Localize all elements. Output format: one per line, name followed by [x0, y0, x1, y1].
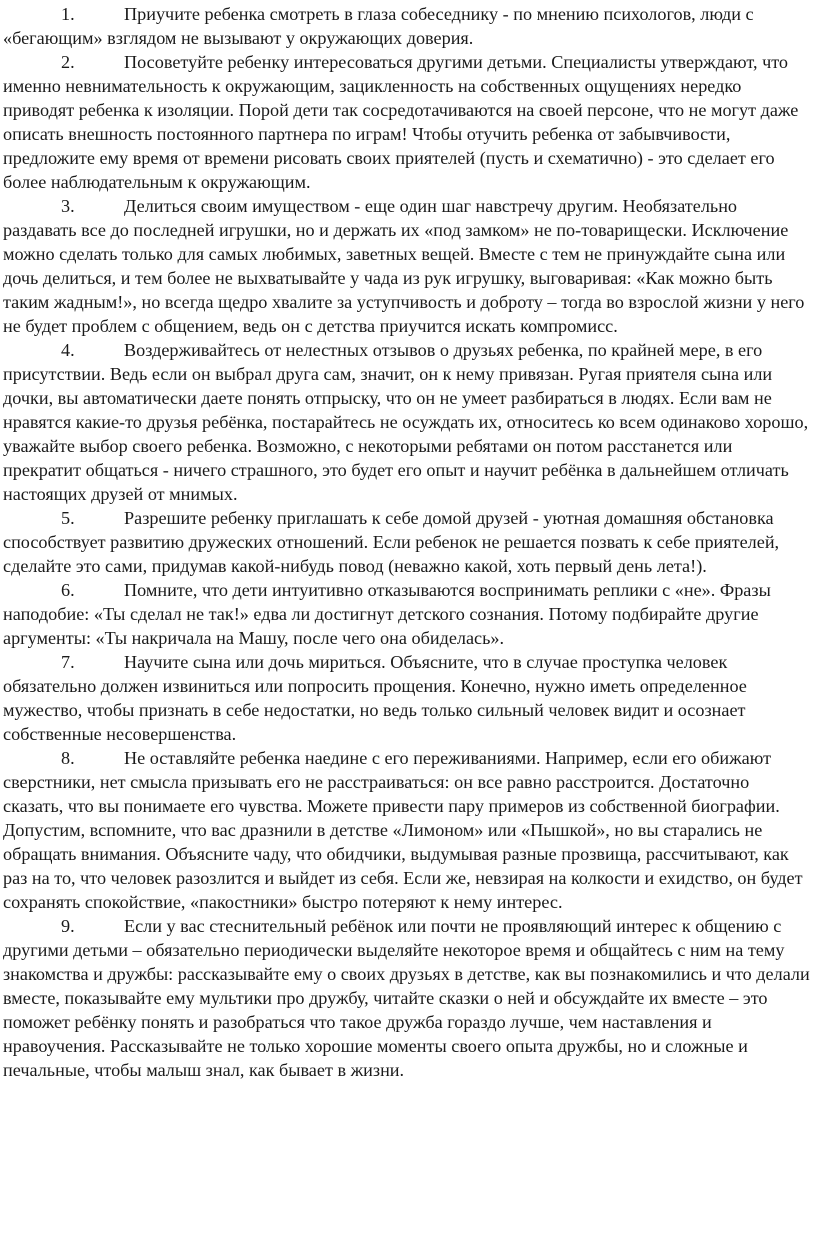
item-number: 4.: [61, 340, 75, 360]
item-text: Воздерживайтесь от нелестных отзывов о друзьях ребенка, по крайней мере, в его присутствии. Ведь если он выбрал друга сам, значит, он к нему привязан. Ругая приятеля сына или дочки, вы автоматически даете понять отпрыску, что он не умеет разбираться в людях. Если вам не нравятся какие-то друзья ребёнка, постарайтесь не осуждать их, относитесь ко всем одинаково хорошо, уважайте выбор своего ребенка. Возможно, с некоторыми ребятами он потом расстанется или прекратит общаться - ничего страшного, это будет его опыт и научит ребёнка в дальнейшем отличать настоящих друзей от мнимых.: [3, 340, 809, 504]
item-text: Не оставляйте ребенка наедине с его переживаниями. Например, если его обижают сверстники, нет смысла призывать его не расстраиваться: он все равно расстроится. Достаточно сказать, что вы понимаете его чувства. Можете привести пару примеров из собственной биографии. Допустим, вспомните, что вас дразнили в детстве «Лимоном» или «Пышкой», но вы старались не обращать внимания. Объясните чаду, что обидчики, выдумывая разные прозвища, рассчитывают, как раз на то, что человек разозлится и выйдет из себя. Если же, невзирая на колкости и ехидство, он будет сохранять спокойствие, «пакостники» быстро потеряют к нему интерес.: [3, 748, 803, 912]
item-text: Помните, что дети интуитивно отказываются воспринимать реплики с «не». Фразы наподобие: «Ты сделал не так!» едва ли достигнут детского сознания. Потому подбирайте другие аргументы: «Ты накричала на Машу, после чего она обиделась».: [3, 580, 771, 648]
item-text: Посоветуйте ребенку интересоваться другими детьми. Специалисты утверждают, что именно невнимательность к окружающим, зацикленность на собственных ощущениях нередко приводят ребенка к изоляции. Порой дети так сосредотачиваются на своей персоне, что не могут даже описать внешность постоянного партнера по играм! Чтобы отучить ребенка от забывчивости, предложите ему время от времени рисовать своих приятелей (пусть и схематично) - это сделает его более наблюдательным к окружающим.: [3, 52, 799, 192]
item-number: 2.: [61, 52, 75, 72]
item-number: 1.: [61, 4, 75, 24]
item-text: Разрешите ребенку приглашать к себе домой друзей - уютная домашняя обстановка способствует развитию дружеских отношений. Если ребенок не решается позвать к себе приятелей, сделайте это сами, придумав какой-нибудь повод (неважно какой, хоть первый день лета!).: [3, 508, 780, 576]
item-number: 9.: [61, 916, 75, 936]
list-item-8: [3, 746, 812, 914]
item-text: Научите сына или дочь мириться. Объясните, что в случае проступка человек обязательно должен извиниться или попросить прощения. Конечно, нужно иметь определенное мужество, чтобы признать в себе недостатки, но ведь только сильный человек видит и осознает собственные несовершенства.: [3, 652, 747, 744]
list-item-7: [3, 650, 812, 746]
item-number: 3.: [61, 196, 75, 216]
item-number: 5.: [61, 508, 75, 528]
item-number: 8.: [61, 748, 75, 768]
list-item-3: [3, 194, 812, 338]
list-item-2: [3, 50, 812, 194]
item-text: Если у вас стеснительный ребёнок или почти не проявляющий интерес к общению с другими детьми – обязательно периодически выделяйте некоторое время и общайтесь с ним на тему знакомства и дружбы: рассказывайте ему о своих друзьях в детстве, как вы познакомились и что делали вместе, показывайте ему мультики про дружбу, читайте сказки о ней и обсуждайте их вместе – это поможет ребёнку понять и разобраться что такое дружба гораздо лучше, чем наставления и нравоучения. Рассказывайте не только хорошие моменты своего опыта дружбы, но и сложные и печальные, чтобы малыш знал, как бывает в жизни.: [3, 916, 810, 1080]
list-item-6: [3, 578, 812, 650]
list-item-4: [3, 338, 812, 506]
list-item-5: [3, 506, 812, 578]
list-item-9: [3, 914, 812, 1082]
item-text: Приучите ребенка смотреть в глаза собеседнику - по мнению психологов, люди с «бегающим» взглядом не вызывают у окружающих доверия.: [3, 4, 754, 48]
list-item-1: [3, 2, 812, 50]
item-text: Делиться своим имуществом - еще один шаг навстречу другим. Необязательно раздавать все до последней игрушки, но и держать их «под замком» не по-товарищески. Исключение можно сделать только для самых любимых, заветных вещей. Вместе с тем не принуждайте сына или дочь делиться, и тем более не выхватывайте у чада из рук игрушку, выговаривая: «Как можно быть таким жадным!», но всегда щедро хвалите за уступчивость и доброту – тогда во взрослой жизни у него не будет проблем с общением, ведь он с детства приучится искать компромисс.: [3, 196, 805, 336]
item-number: 7.: [61, 652, 75, 672]
item-number: 6.: [61, 580, 75, 600]
